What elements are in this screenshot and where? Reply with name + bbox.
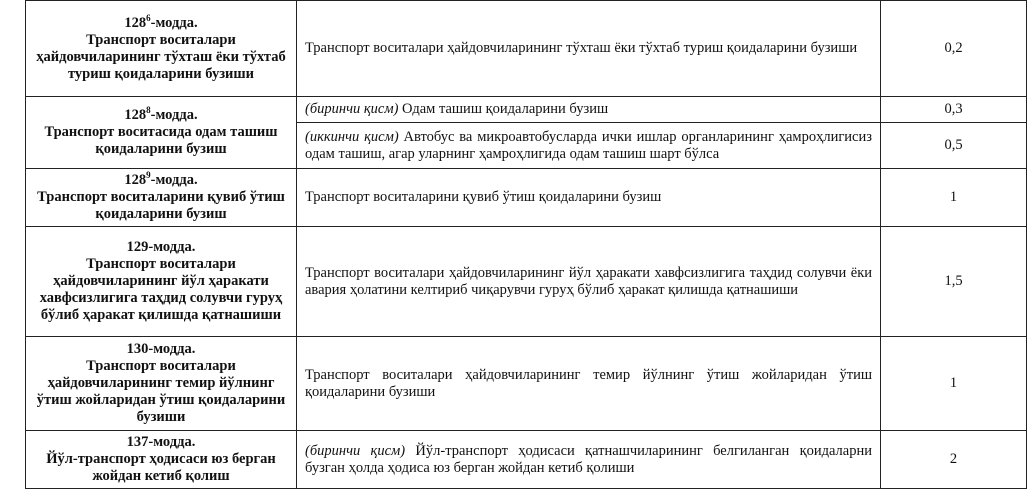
violation-description: (биринчи қисм) Йўл-транспорт ҳодисаси қатнашчиларининг белгиланган қоидаларни бузган ҳолда ҳодиса юз берган жойдан кетиб қолиши bbox=[297, 431, 881, 489]
table-row bbox=[26, 431, 1027, 489]
violation-description: (биринчи қисм) Одам ташиш қоидаларини бузиш bbox=[297, 97, 881, 123]
article-cell bbox=[26, 227, 297, 337]
penalty-table bbox=[25, 0, 1027, 489]
article-cell bbox=[26, 1, 297, 97]
article-name: Транспорт воситаларини қувиб ўтиш қоидаларини бузиш bbox=[37, 189, 285, 222]
table-row bbox=[26, 1, 1027, 97]
table-row bbox=[26, 227, 1027, 337]
article-cell bbox=[26, 169, 297, 227]
article-cell bbox=[26, 431, 297, 489]
penalty-value: 0,2 bbox=[881, 1, 1027, 97]
part-label: (биринчи қисм) bbox=[305, 442, 406, 459]
article-name: Транспорт воситалари ҳайдовчиларининг тўхташ ёки тўхтаб туриш қоидаларини бузиши bbox=[36, 31, 286, 82]
penalty-value: 2 bbox=[881, 431, 1027, 489]
penalty-value: 1 bbox=[881, 337, 1027, 431]
article-number: $128^8$-модда. bbox=[124, 105, 198, 123]
table-row bbox=[26, 97, 1027, 123]
article-number: $128^9$-модда. bbox=[124, 170, 198, 188]
penalty-value: 0,3 bbox=[881, 97, 1027, 123]
penalty-value: 1 bbox=[881, 169, 1027, 227]
table-row bbox=[26, 337, 1027, 431]
part-label: (иккинчи қисм) bbox=[305, 128, 399, 145]
violation-description: Транспорт воситалари ҳайдовчиларининг темир йўлнинг ўтиш жойларидан ўтиш қоидаларини бузиши bbox=[297, 337, 881, 431]
violation-description: Транспорт воситаларини қувиб ўтиш қоидаларини бузиш bbox=[297, 169, 881, 227]
article-number: $128^6$-модда. bbox=[124, 12, 198, 31]
article-name: Транспорт воситалари ҳайдовчиларининг йўл ҳаракати хавфсизлигига таҳдид солувчи гуруҳ бўлиб ҳаракат қилишда қатнашиши bbox=[39, 256, 283, 323]
table-row bbox=[26, 169, 1027, 227]
article-number: 130-модда. bbox=[126, 341, 196, 357]
article-name: Транспорт воситасида одам ташиш қоидаларини бузиш bbox=[44, 124, 278, 157]
article-cell bbox=[26, 97, 297, 169]
penalty-value: 1,5 bbox=[881, 227, 1027, 337]
penalty-value: 0,5 bbox=[881, 123, 1027, 169]
article-name: Йўл-транспорт ҳодисаси юз берган жойдан кетиб қолиш bbox=[46, 451, 276, 484]
article-cell bbox=[26, 337, 297, 431]
violation-description: Транспорт воситалари ҳайдовчиларининг тўхташ ёки тўхтаб туриш қоидаларини бузиши bbox=[297, 1, 881, 97]
article-name: Транспорт воситалари ҳайдовчиларининг темир йўлнинг ўтиш жойларидан ўтиш қоидаларини бузиши bbox=[36, 358, 286, 425]
part-label: (биринчи қисм) bbox=[305, 101, 399, 117]
article-number: 129-модда. bbox=[126, 239, 196, 255]
article-number: 137-модда. bbox=[126, 434, 196, 450]
violation-description: Транспорт воситалари ҳайдовчиларининг йўл ҳаракати хавфсизлигига таҳдид солувчи ёки авария ҳолатини келтириб чиқарувчи гуруҳ бўлиб ҳаракат қилишда қатнашиши bbox=[297, 227, 881, 337]
violation-description: (иккинчи қисм) Автобус ва микроавтобусларда ички ишлар органларининг ҳамроҳлигисиз одам ташиш, агар уларнинг ҳамроҳлигида одам ташиш шарт бўлса bbox=[297, 123, 881, 169]
